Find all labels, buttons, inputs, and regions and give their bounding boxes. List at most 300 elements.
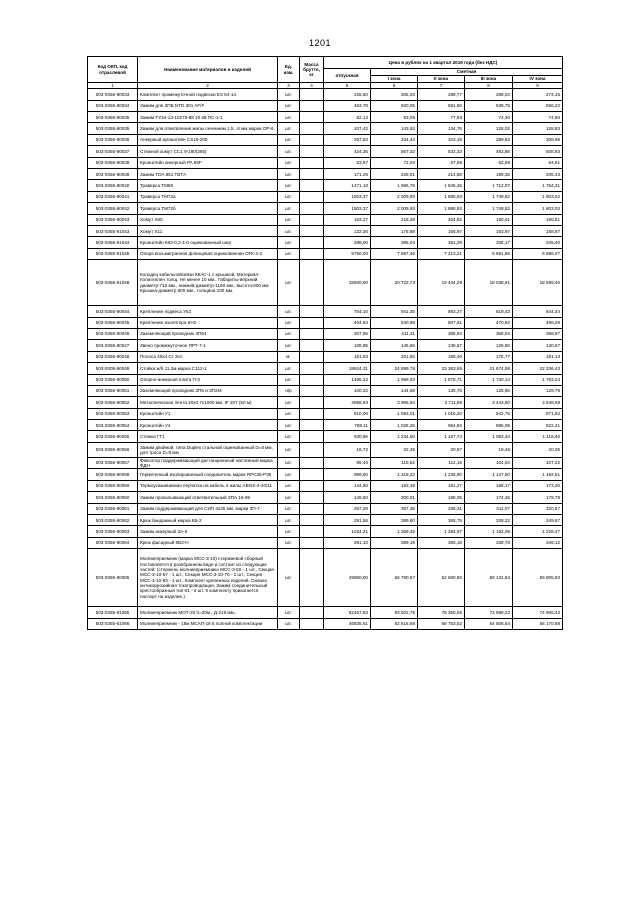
item-name: Герметичный изолированный соединитель марки RPC35-P35	[138, 469, 278, 480]
table-row	[88, 237, 563, 248]
price-zone-3: 125,95	[465, 385, 513, 396]
item-unit: шт.	[278, 431, 300, 442]
item-mass	[300, 351, 324, 362]
table-row	[88, 408, 563, 419]
price-zone-4: 349,67	[513, 515, 563, 526]
item-name: Кронштейн У4	[138, 420, 278, 431]
price-zone-1: 1 028,26	[371, 420, 418, 431]
price-zone-3: 1 749,62	[465, 191, 513, 202]
price-zone-2: 1 016,20	[418, 408, 465, 419]
price-release: 18624,31	[324, 363, 371, 374]
item-unit: шт.	[278, 146, 300, 157]
item-name: Молниеприемник МОТ-20 h=20м., Д-219 мм.,	[138, 607, 278, 618]
price-zone-1: 1 083,01	[371, 408, 418, 419]
item-unit: шт.	[278, 248, 300, 259]
price-release: 62,12	[324, 112, 371, 123]
price-zone-4: 1 228,47	[513, 526, 563, 537]
item-unit: шт.	[278, 420, 300, 431]
table-row	[88, 317, 563, 328]
item-unit: шт.	[278, 469, 300, 480]
column-number: 7	[418, 83, 465, 89]
item-code: 503-0355-90033	[88, 89, 138, 100]
item-code: 503-0355-90061	[88, 503, 138, 514]
price-zone-1: 22,35	[371, 442, 418, 457]
item-unit: шт.	[278, 526, 300, 537]
price-release: 53,87	[324, 157, 371, 168]
table-row	[88, 515, 563, 526]
item-name: Зажим поддерживающий для СИП 4х25 мм. марки ЗП-7	[138, 503, 278, 514]
price-zone-3: 153,97	[465, 225, 513, 236]
price-zone-3: 299,83	[465, 134, 513, 145]
item-code: 503-0355-90038	[88, 157, 138, 168]
item-mass	[300, 537, 324, 548]
price-release: 171,29	[324, 169, 371, 180]
item-mass	[300, 385, 324, 396]
price-zone-2: 385,94	[418, 328, 465, 339]
table-row	[88, 203, 563, 214]
price-zone-3: 335,17	[465, 237, 513, 248]
item-unit: шт.	[278, 363, 300, 374]
price-zone-1: 1 999,03	[371, 374, 418, 385]
price-zone-4: 1 793,24	[513, 374, 563, 385]
item-name: Фиксатор поддерживающий дистанционный настенный марка ФДН	[138, 457, 278, 469]
price-release: 89,40	[324, 457, 371, 469]
price-zone-1: 1 244,50	[371, 431, 418, 442]
price-zone-3: 58 131,84	[465, 549, 513, 607]
price-zone-4: 1 764,31	[513, 180, 563, 191]
item-unit: шт.	[278, 134, 300, 145]
item-mass	[300, 420, 324, 431]
price-zone-4: 173,30	[513, 480, 563, 491]
item-code: 503-0355-90058	[88, 469, 138, 480]
price-zone-2: 1 875,71	[418, 374, 465, 385]
column-number: 3	[278, 83, 300, 89]
item-name: Опорно-анкерная плита П-3	[138, 374, 278, 385]
price-zone-2: 165,97	[418, 225, 465, 236]
item-mass	[300, 134, 324, 145]
item-mass	[300, 363, 324, 374]
price-zone-2: 1 167,74	[418, 431, 465, 442]
item-name: Хомут Х60	[138, 214, 278, 225]
price-zone-4: 130,67	[513, 340, 563, 351]
item-unit: шт.	[278, 317, 300, 328]
item-name: Траверса ТМ68	[138, 180, 278, 191]
item-unit: шт.	[278, 618, 300, 629]
item-mass	[300, 607, 324, 618]
price-zone-3: 19,46	[465, 442, 513, 457]
table-row	[88, 549, 563, 607]
price-zone-4: 320,57	[513, 503, 563, 514]
price-zone-3: 168,17	[465, 480, 513, 491]
table-row	[88, 157, 563, 168]
item-name: Кронштейн К62-0,2-1-0 оцинкованный шер	[138, 237, 278, 248]
price-zone-2: 181,27	[418, 480, 465, 491]
price-zone-1: 567,33	[371, 146, 418, 157]
table-row	[88, 134, 563, 145]
item-mass	[300, 492, 324, 503]
item-mass	[300, 431, 324, 442]
item-mass	[300, 191, 324, 202]
table-row	[88, 431, 563, 442]
price-zone-4: 181,13	[513, 351, 563, 362]
price-zone-2: 78 350,65	[418, 607, 465, 618]
price-zone-3: 1 740,14	[465, 374, 513, 385]
item-name: Зажим анкерный ЗА-5	[138, 526, 278, 537]
price-zone-1: 941,35	[371, 306, 418, 317]
header-name: Наименование материалов и изделий	[138, 57, 278, 83]
price-zone-4: 22 336,43	[513, 363, 563, 374]
price-release: 228,60	[324, 89, 371, 100]
price-zone-2: 365,75	[418, 515, 465, 526]
item-mass	[300, 100, 324, 111]
item-unit: шт.	[278, 123, 300, 134]
price-release: 769,11	[324, 420, 371, 431]
item-unit: шт.	[278, 191, 300, 202]
price-zone-4: 107,22	[513, 457, 563, 469]
price-release: 1503,37	[324, 203, 371, 214]
price-release: 1471,10	[324, 180, 371, 191]
table-row	[88, 225, 563, 236]
item-mass	[300, 549, 324, 607]
price-zone-3: 104,04	[465, 457, 513, 469]
item-unit: шт.	[278, 457, 300, 469]
item-name: Кронштейн анкерный PA 69F	[138, 157, 278, 168]
item-code: 503-0355-90042	[88, 203, 138, 214]
column-number: 5	[324, 83, 371, 89]
item-code: 503-0355-90047	[88, 340, 138, 351]
header-release: отпускная	[324, 69, 371, 83]
item-name: Стяжной хомут CC1 9-180(265)	[138, 146, 278, 157]
item-name: Зажим для ответвления жилы сечением 1,5...6 мм марки ОР-6	[138, 123, 278, 134]
header-zone-4: IV зона	[513, 76, 563, 83]
price-zone-3: 1 192,09	[465, 526, 513, 537]
price-zone-3: 175,77	[465, 351, 513, 362]
item-code: 503-0355-90044	[88, 306, 138, 317]
item-name: Заземляющий проводник ЗП64	[138, 328, 278, 339]
table-row	[88, 618, 563, 629]
price-zone-2: 20,97	[418, 442, 465, 457]
price-release: 62457,63	[324, 607, 371, 618]
price-release: 267,29	[324, 503, 371, 514]
item-name: Зажим ТУ34-13-10273-88 10 кВ ПС-1-1	[138, 112, 278, 123]
item-code: 503-0355-91046	[88, 260, 138, 306]
price-release: 1024,31	[324, 526, 371, 537]
header-mass: Масса брутто, кг	[300, 57, 324, 83]
price-zone-4: 1 803,02	[513, 191, 563, 202]
price-zone-3: 174,45	[465, 492, 513, 503]
price-zone-1: 1 369,45	[371, 526, 418, 537]
price-zone-1: 540,98	[371, 317, 418, 328]
price-zone-1: 20 722,73	[371, 260, 418, 306]
item-code: 503-0355-90055	[88, 431, 138, 442]
price-zone-2: 288,77	[418, 89, 465, 100]
price-zone-2: 323,19	[418, 134, 465, 145]
price-zone-1: 411,31	[371, 328, 418, 339]
item-name: Траверса ТМ72а	[138, 191, 278, 202]
price-release: 930,86	[324, 431, 371, 442]
item-name: Крепление изолятора КН2	[138, 317, 278, 328]
price-zone-2: 189,46	[418, 351, 465, 362]
price-zone-4: 74 906,43	[513, 607, 563, 618]
price-zone-4: 1 116,40	[513, 431, 563, 442]
item-code: 503-0355-90065	[88, 549, 138, 607]
price-zone-4: 56 170,68	[513, 618, 563, 629]
price-release: 46835,61	[324, 618, 371, 629]
table-row	[88, 328, 563, 339]
header-unit: Ед. изм.	[278, 57, 300, 83]
item-mass	[300, 214, 324, 225]
item-code: 503-0355-91065	[88, 607, 138, 618]
table-row	[88, 191, 563, 202]
item-unit: шт.	[278, 397, 300, 408]
item-name: Молниеприемник (марка МСС-3-10) стержневой сборный поставляется в разобранном виде и состоит из следующих частей: (стержень молниеприемника МСС-3-50 - 1 шт., Секция МСС-3-10-57 - 1 шт., Секция МСС-3-10-70 - 1 шт., Секция МСС-3-10-83 - 1 шт., Комплект крепежных изделий, Смазка антикоррозийная токопроводящая, Зажим соединительный крестообразный тип К1 - 4 шт. К комплекту прикагается паспорт на изделие.)	[138, 549, 278, 607]
item-code: 503-0355-90048	[88, 351, 138, 362]
price-zone-2: 7 213,21	[418, 248, 465, 259]
price-zone-2: 964,83	[418, 420, 465, 431]
item-code: 503-0355-90036	[88, 134, 138, 145]
price-zone-1: 305,03	[371, 89, 418, 100]
item-code: 503-0355-90034	[88, 100, 138, 111]
item-name: Хомут Х11	[138, 225, 278, 236]
price-release: 100,22	[324, 385, 371, 396]
item-mass	[300, 480, 324, 491]
price-zone-3: 62,69	[465, 157, 513, 168]
header-price-group: Цена в рублях на 1 квартал 2019 года (без НДС)	[324, 57, 563, 69]
item-code: 503-0355-90035	[88, 112, 138, 123]
price-zone-4: 274,16	[513, 89, 563, 100]
price-zone-1: 389,80	[371, 515, 418, 526]
price-zone-3: 1 083,34	[465, 431, 513, 442]
table-row	[88, 214, 563, 225]
price-zone-2: 1 885,93	[418, 191, 465, 202]
item-unit: шт.	[278, 100, 300, 111]
price-zone-1: 385,04	[371, 237, 418, 248]
item-code: 503-0355-90053	[88, 408, 138, 419]
price-zone-3: 539,75	[465, 100, 513, 111]
item-mass	[300, 457, 324, 469]
item-mass	[300, 442, 324, 457]
item-mass	[300, 397, 324, 408]
price-zone-1: 7 687,46	[371, 248, 418, 259]
table-row	[88, 351, 563, 362]
item-code: 503-0355-90045	[88, 317, 138, 328]
item-unit: шт.	[278, 225, 300, 236]
price-zone-1: 193,19	[371, 480, 418, 491]
item-name: Опора восьмигранная фланцевая оцинкованная ОГК-4-3	[138, 248, 278, 259]
price-zone-3: 199,35	[465, 169, 513, 180]
item-mass	[300, 618, 324, 629]
price-zone-3: 126,80	[465, 340, 513, 351]
item-code: 503-0355-90037	[88, 146, 138, 157]
table-body	[88, 89, 563, 630]
price-release: 132,30	[324, 225, 371, 236]
item-unit: шт.	[278, 607, 300, 618]
item-code: 503-0355-90060	[88, 492, 138, 503]
table-row	[88, 480, 563, 491]
price-zone-3: 492,86	[465, 146, 513, 157]
price-zone-3: 268,04	[465, 89, 513, 100]
item-code: 503-0355-90063	[88, 526, 138, 537]
item-code: 503-0355-90064	[88, 537, 138, 548]
price-zone-2: 883,27	[418, 306, 465, 317]
item-code: 503-0355-90062	[88, 515, 138, 526]
table-row	[88, 180, 563, 191]
price-zone-1: 83 502,75	[371, 607, 418, 618]
item-name: Стяжка ГТ1	[138, 431, 278, 442]
item-code: 503-0355-90041	[88, 191, 138, 202]
price-zone-4: 64,61	[513, 157, 563, 168]
item-code: 503-0355-90052	[88, 397, 138, 408]
price-zone-3: 72 688,22	[465, 607, 513, 618]
item-unit: шт.	[278, 408, 300, 419]
item-name: Комплект промежуточной подвески ES 54-14	[138, 89, 278, 100]
item-mass	[300, 237, 324, 248]
column-number: 8	[465, 83, 513, 89]
item-name: Стойка ж/б 11.2м марка С112-1	[138, 363, 278, 374]
item-mass	[300, 225, 324, 236]
price-release: 291,10	[324, 537, 371, 548]
price-zone-2: 581,60	[418, 100, 465, 111]
table-row	[88, 89, 563, 100]
price-zone-4: 129,79	[513, 385, 563, 396]
column-number: 1	[88, 83, 138, 89]
item-name: Звено промежуточное ПРТ-7-1	[138, 340, 278, 351]
table-row	[88, 340, 563, 351]
item-mass	[300, 89, 324, 100]
price-zone-4: 508,93	[513, 146, 563, 157]
price-release: 2958,93	[324, 397, 371, 408]
table-row	[88, 420, 563, 431]
item-name: Кронштейн У1	[138, 408, 278, 419]
price-release: 5750,00	[324, 248, 371, 259]
price-zone-3: 54 506,64	[465, 618, 513, 629]
price-zone-1: 229,01	[371, 169, 418, 180]
item-unit: шт.	[278, 180, 300, 191]
table-row	[88, 607, 563, 618]
item-unit: шт.	[278, 480, 300, 491]
table-row	[88, 260, 563, 306]
price-zone-3: 1 749,62	[465, 203, 513, 214]
price-zone-3: 3 443,60	[465, 397, 513, 408]
price-release: 151,03	[324, 351, 371, 362]
item-unit: шт.	[278, 442, 300, 457]
price-zone-2: 112,15	[418, 457, 465, 469]
item-name: Термоусаживаемая перчатка на кабель 4 жилы ABOS-4-40/11	[138, 480, 278, 491]
header-zone-2: II зона	[418, 76, 465, 83]
item-code: 503-0355-90046	[88, 328, 138, 339]
price-zone-4: 59 905,83	[513, 549, 563, 607]
price-zone-1: 3 955,94	[371, 397, 418, 408]
item-unit: шт.	[278, 515, 300, 526]
table-row	[88, 248, 563, 259]
item-unit: н/р	[278, 385, 300, 396]
item-name: Траверса ТМ72б	[138, 203, 278, 214]
price-zone-4: 349,12	[513, 537, 563, 548]
item-mass	[300, 374, 324, 385]
item-unit: шт.	[278, 203, 300, 214]
price-zone-2: 23 363,65	[418, 363, 465, 374]
table-row	[88, 537, 563, 548]
price-release: 257,63	[324, 134, 371, 145]
price-zone-4: 1 803,02	[513, 203, 563, 214]
price-zone-4: 308,98	[513, 134, 563, 145]
price-zone-3: 1 712,07	[465, 180, 513, 191]
item-code: 503-0355-91044	[88, 237, 138, 248]
item-code: 503-0355-90054	[88, 420, 138, 431]
price-zone-4: 922,41	[513, 420, 563, 431]
price-zone-2: 67,58	[418, 157, 465, 168]
price-zone-1: 143,62	[371, 123, 418, 134]
price-zone-4: 345,40	[513, 237, 563, 248]
item-code: 503-0355-61066	[88, 618, 138, 629]
price-zone-2: 135,76	[418, 385, 465, 396]
item-name: Колодец кабельнойсвязи ККАС-1 с крышкой. Материал-полиэтилен толщ. Не менее 10 мм.. Габариты-верхний диаметр-712 мм., нижний диаметр-1160 мм., высота-800 мм Крышка-диаметр 600 мм., толщина 100 мм.	[138, 260, 278, 306]
item-unit: шт.	[278, 237, 300, 248]
price-zone-3: 358,04	[465, 328, 513, 339]
item-mass	[300, 515, 324, 526]
header-code: Код ОКП, код отраслевой	[88, 57, 138, 83]
price-zone-2: 1 845,45	[418, 180, 465, 191]
item-unit: м.	[278, 351, 300, 362]
table-row	[88, 457, 563, 469]
price-zone-2: 204,82	[418, 214, 465, 225]
price-zone-3: 72,30	[465, 112, 513, 123]
price-zone-2: 361,29	[418, 237, 465, 248]
price-zone-3: 6 691,85	[465, 248, 513, 259]
column-number: 9	[513, 83, 563, 89]
price-release: 810,06	[324, 408, 371, 419]
table-row	[88, 385, 563, 396]
price-zone-2: 136,67	[418, 340, 465, 351]
price-zone-3: 311,07	[465, 503, 513, 514]
price-zone-4: 158,67	[513, 225, 563, 236]
item-code: 503-0355-90050	[88, 374, 138, 385]
price-zone-3: 819,43	[465, 306, 513, 317]
item-unit: шт.	[278, 549, 300, 607]
price-table	[87, 56, 563, 630]
item-name: Металлическая лента 20х0,7х1000 мм. IF 207 (50 м)	[138, 397, 278, 408]
item-code: 503-0355-91045	[88, 248, 138, 259]
page-number: 1201	[308, 38, 332, 48]
table-row	[88, 442, 563, 457]
item-name: Крюк бандажный марка КБ-2	[138, 515, 278, 526]
price-zone-3: 125,02	[465, 123, 513, 134]
item-unit: шт.	[278, 260, 300, 306]
column-number: 2	[138, 83, 278, 89]
price-release: 291,56	[324, 515, 371, 526]
item-mass	[300, 306, 324, 317]
price-zone-2: 532,33	[418, 146, 465, 157]
price-release: 704,10	[324, 306, 371, 317]
item-mass	[300, 317, 324, 328]
price-release: 1503,37	[324, 191, 371, 202]
price-zone-2: 1 236,90	[418, 469, 465, 480]
item-mass	[300, 112, 324, 123]
price-zone-4: 368,97	[513, 328, 563, 339]
item-unit: шт.	[278, 340, 300, 351]
item-name: Зажим TDA 851 П2ТА	[138, 169, 278, 180]
price-zone-3: 190,01	[465, 214, 513, 225]
item-mass	[300, 203, 324, 214]
price-zone-4: 205,43	[513, 169, 563, 180]
item-unit: шт.	[278, 537, 300, 548]
table-row	[88, 112, 563, 123]
item-code: 503-0355-90059	[88, 480, 138, 491]
price-release: 163,27	[324, 214, 371, 225]
price-release: 307,65	[324, 328, 371, 339]
price-zone-3: 338,78	[465, 537, 513, 548]
price-zone-1: 2 009,93	[371, 203, 418, 214]
